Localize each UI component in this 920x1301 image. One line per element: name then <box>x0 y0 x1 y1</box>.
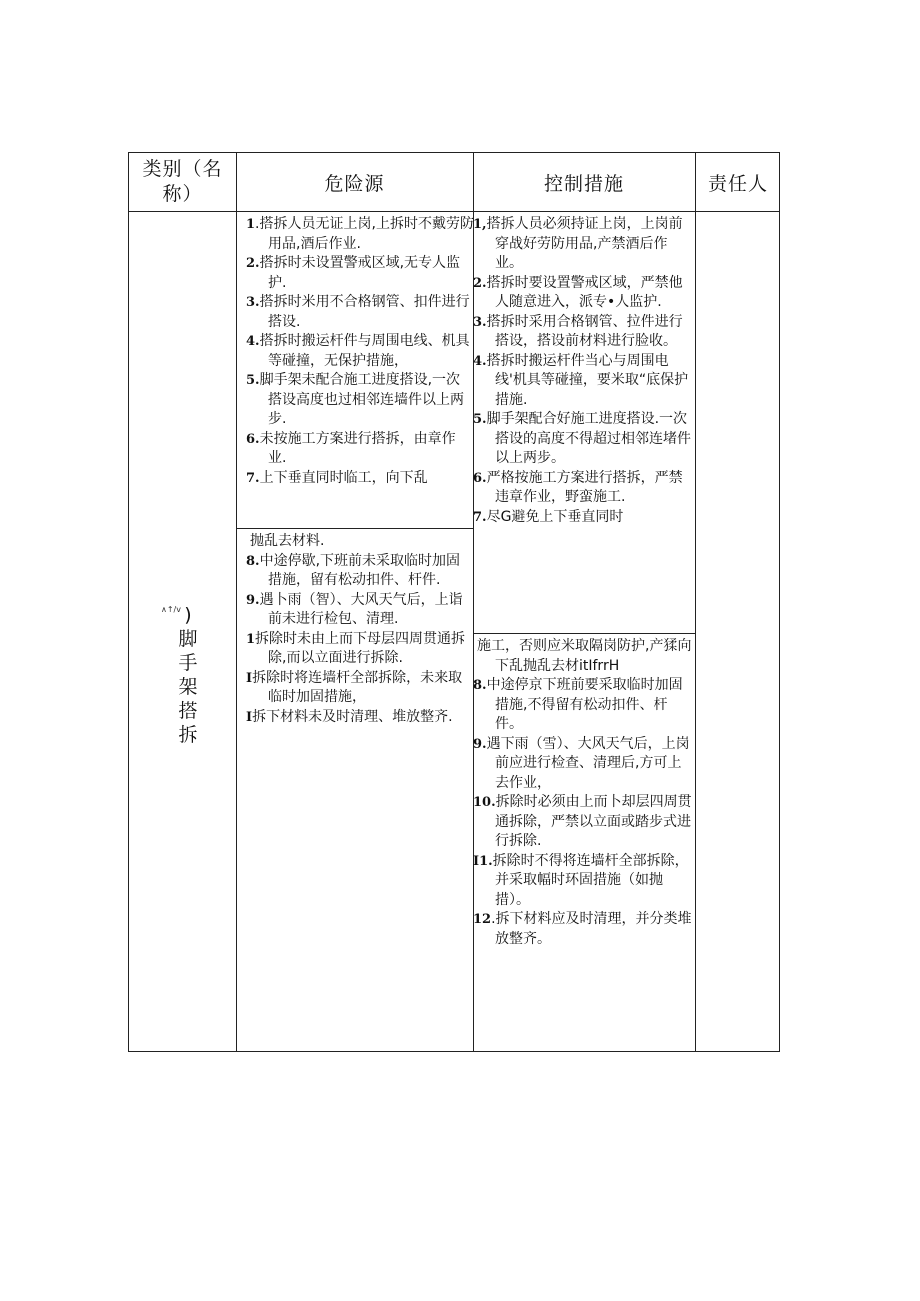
item-number: 7. <box>246 470 260 486</box>
item-number: 3. <box>246 295 260 310</box>
item-text: 严格按施工方案进行搭拆，严禁违章作业，野蛮施工. <box>486 469 683 505</box>
item-text: 拆下材料未及时清理、堆放整齐. <box>252 708 453 725</box>
control-item <box>473 910 695 949</box>
hazard-item <box>246 254 474 293</box>
hazard-split-line <box>236 528 473 529</box>
item-text: 脚手架配合好施工进度搭设.一次搭设的高度不得超过相邻连堵件以上两步。 <box>486 411 691 466</box>
hazard-item <box>246 293 474 332</box>
item-text: 未按施工方案进行搭拆，由章作业. <box>259 430 456 466</box>
header-category: 类别（名称） <box>142 158 223 205</box>
item-number: 6. <box>473 470 487 486</box>
control-item <box>473 852 695 911</box>
hazard-item <box>246 552 474 591</box>
control-item <box>473 274 695 313</box>
control-item <box>473 508 695 528</box>
item-text: 搭拆时米用不合格钢管、扣件进行搭设. <box>259 294 470 330</box>
item-number: 8. <box>473 678 487 693</box>
hazard-item <box>246 371 474 430</box>
category-name: )脚手架搭拆 <box>178 604 198 746</box>
item-text: 搭拆时采用合格钢管、拉件进行搭设，搭设前材料进行脸收。 <box>486 313 683 349</box>
item-number: 6. <box>246 431 260 447</box>
item-number: 2. <box>473 275 487 291</box>
item-text: 拆除时未由上而下母层四周贯通拆除,而以立面进行拆除. <box>255 630 466 666</box>
item-text: 搭拆时要设置警戒区域，严禁他人随意进入，派专•人监护. <box>486 274 683 310</box>
item-number: 9. <box>246 592 260 608</box>
column-divider <box>695 153 696 1051</box>
hazard-item <box>246 669 474 708</box>
item-number: 7. <box>473 509 487 525</box>
hazard-item <box>246 215 474 254</box>
hazard-item <box>246 708 474 728</box>
item-text: 搭拆时搬运杆件当心与周围电线'机具等碰撞，要米取“底保护措施. <box>486 352 689 408</box>
control-list-bottom <box>473 637 695 949</box>
item-number: I <box>246 709 253 725</box>
category-small-mark: ∧↑/v <box>161 605 181 614</box>
hazard-item <box>246 532 474 552</box>
control-item <box>473 410 695 469</box>
item-number: 8. <box>246 553 260 569</box>
item-text: 脚手架未配合施工进度搭设,一次搭设高度也过相邻连墙件以上两步. <box>259 372 464 427</box>
hazard-item <box>246 430 474 469</box>
hazard-item <box>246 630 474 669</box>
item-text: 中途停京下班前要采取临时加固措施,不得留有松动扣件、杆件。 <box>486 677 683 732</box>
item-number: 12 <box>473 912 492 927</box>
hazard-item <box>246 591 474 630</box>
item-number: 3. <box>473 314 487 330</box>
hazard-item <box>246 332 474 371</box>
item-text: 抛乱去材料. <box>250 533 325 549</box>
item-text: 搭拆时搬运杆件与周围电线、机具等碰撞，无保护措施， <box>259 333 470 369</box>
control-item <box>473 735 695 794</box>
header-control: 控制措施 <box>543 172 624 195</box>
item-text: 搭拆时未设置警戒区域,无专人监护. <box>259 255 461 291</box>
item-number: 5. <box>246 373 260 388</box>
column-divider <box>236 153 237 1051</box>
control-item <box>473 637 695 676</box>
item-text: 拆除时不得将连墙杆全部拆除，并采取幅时环固措施（如抛措）。 <box>492 852 689 908</box>
item-number: 4. <box>473 353 487 369</box>
item-number: 9. <box>473 736 487 752</box>
control-list-top <box>473 215 695 527</box>
hazard-item <box>246 469 474 489</box>
item-number: 1 <box>246 631 256 647</box>
control-split-line <box>473 633 695 634</box>
item-text: 上下垂直同时临工，向下乱 <box>259 469 428 486</box>
category-cell <box>129 211 236 1051</box>
control-item <box>473 676 695 735</box>
item-number: 1, <box>473 217 487 232</box>
hazard-list-bottom <box>246 532 474 727</box>
header-hazard: 危险源 <box>324 172 385 195</box>
control-item <box>473 352 695 411</box>
hazard-list-top <box>246 215 474 488</box>
item-text: 遇卜雨（智）、大风天气后，上诣前未进行检包、清理. <box>259 591 463 627</box>
control-item <box>473 215 695 274</box>
item-number: 1 <box>246 217 256 232</box>
control-item <box>473 793 695 852</box>
item-text: .搭拆人员无证上岗,上拆时不戴劳防用品,酒后作业. <box>255 216 474 252</box>
control-item <box>473 469 695 508</box>
item-text: 拆除时将连墙杆全部拆除，未来取临时加固措施， <box>252 669 463 705</box>
item-number: I <box>246 670 253 686</box>
item-number: 5. <box>473 412 487 427</box>
item-number: I1. <box>473 853 493 869</box>
item-number: 10. <box>473 795 496 810</box>
item-text: 施工，否则应米取隔岗防护,产猱向下乱抛乱去材itIfrrH <box>477 638 692 674</box>
item-text: 尽G避免上下垂直同时 <box>486 508 624 525</box>
item-text: 拆除时必须由上而卜却层四周贯通拆除，严禁以立面或踏步式进行拆除. <box>495 794 692 849</box>
item-text: 搭拆人员必须持证上岗，上岗前穿战好劳防用品,产禁酒后作业。 <box>486 216 683 271</box>
header-owner: 责任人 <box>707 172 768 195</box>
hazard-control-table <box>128 152 780 1052</box>
item-text: 中途停歇,下班前未采取临时加固措施，留有松动扣件、杆件. <box>259 552 461 588</box>
control-item <box>473 313 695 352</box>
item-number: 2. <box>246 256 260 271</box>
item-number: 4. <box>246 334 260 349</box>
item-text: 遇下雨（雪）、大风天气后，上岗前应进行检查、清理后,方可上去作业， <box>486 735 690 791</box>
item-text: .拆下材料应及时清理，并分类堆放整齐。 <box>491 911 692 947</box>
